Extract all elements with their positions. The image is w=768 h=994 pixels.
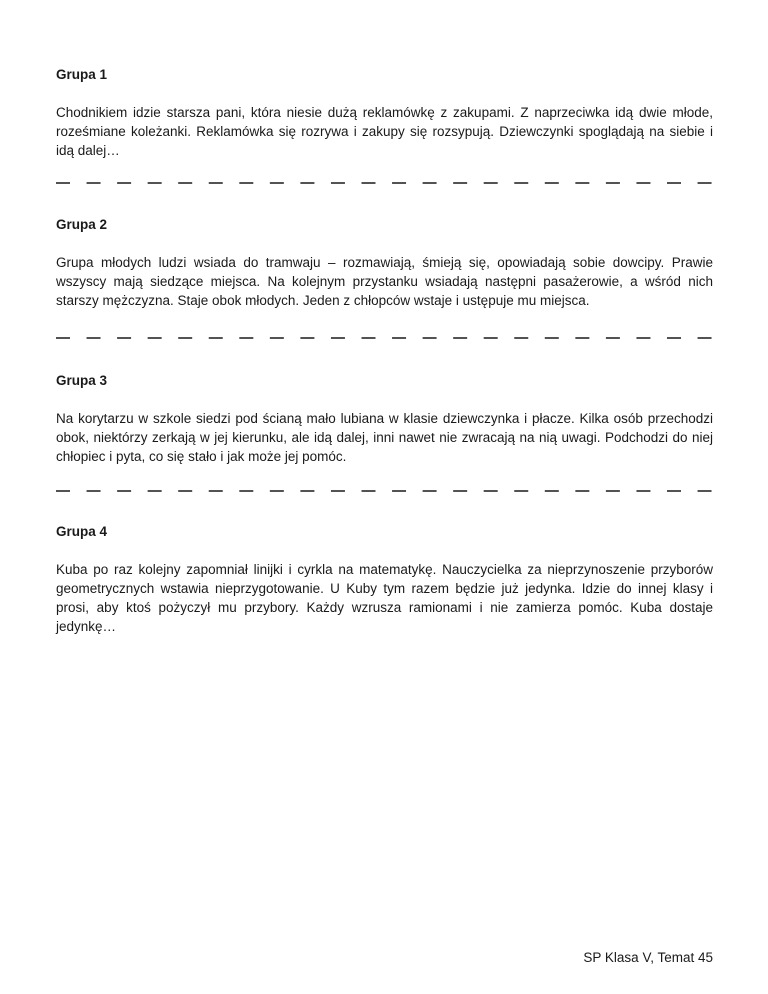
group-2-text: Grupa młodych ludzi wsiada do tramwaju – rozmawiają, śmieją się, opowiadają sobie dowcipy. Prawie wszyscy mają siedzące miejsca. Na kolejnym przystanku wsiadają następni pasażerowie, a wśród nich starszy mężczyzna. Staje obok młodych. Jeden z chłopców wstaje i ustępuje mu miejsca. (56, 255, 713, 308)
group-3-text: Na korytarzu w szkole siedzi pod ścianą mało lubiana w klasie dziewczynka i płacze. Kilka osób przechodzi obok, niektórzy zerkają w jej kierunku, ale idą dalej, inni nawet nie zwracają na nią uwagi. Podchodzi do niej chłopiec i pyta, co się stało i jak może jej pomóc. (56, 411, 713, 464)
group-1-section (56, 66, 713, 160)
page-footer: SP Klasa V, Temat 45 (583, 950, 713, 965)
group-4-section (56, 523, 713, 636)
worksheet-page (56, 0, 713, 994)
dashed-separator-2 (56, 336, 713, 340)
group-1-text: Chodnikiem idzie starsza pani, która niesie dużą reklamówkę z zakupami. Z naprzeciwka idą dwie młode, roześmiane koleżanki. Reklamówka się rozrywa i zakupy się rozsypują. Dziewczynki spoglądają na siebie i idą dalej… (56, 105, 713, 158)
group-2-title: Grupa 2 (56, 217, 108, 232)
group-2-section (56, 216, 713, 310)
dashed-separator-3 (56, 489, 713, 493)
group-1-title: Grupa 1 (56, 67, 108, 82)
group-4-text: Kuba po raz kolejny zapomniał linijki i cyrkla na matematykę. Nauczycielka za nieprzynoszenie przyborów geometrycznych wstawia nieprzygotowanie. U Kuby tym razem będzie już jedynka. Idzie do innej klasy i prosi, aby ktoś pożyczył mu przybory. Każdy wzrusza ramionami i nie zamierza pomóc. Kuba dostaje jedynkę… (56, 562, 713, 634)
group-3-section (56, 372, 713, 466)
group-4-title: Grupa 4 (56, 524, 108, 539)
group-3-title: Grupa 3 (56, 373, 108, 388)
dashed-separator-1 (56, 181, 713, 185)
